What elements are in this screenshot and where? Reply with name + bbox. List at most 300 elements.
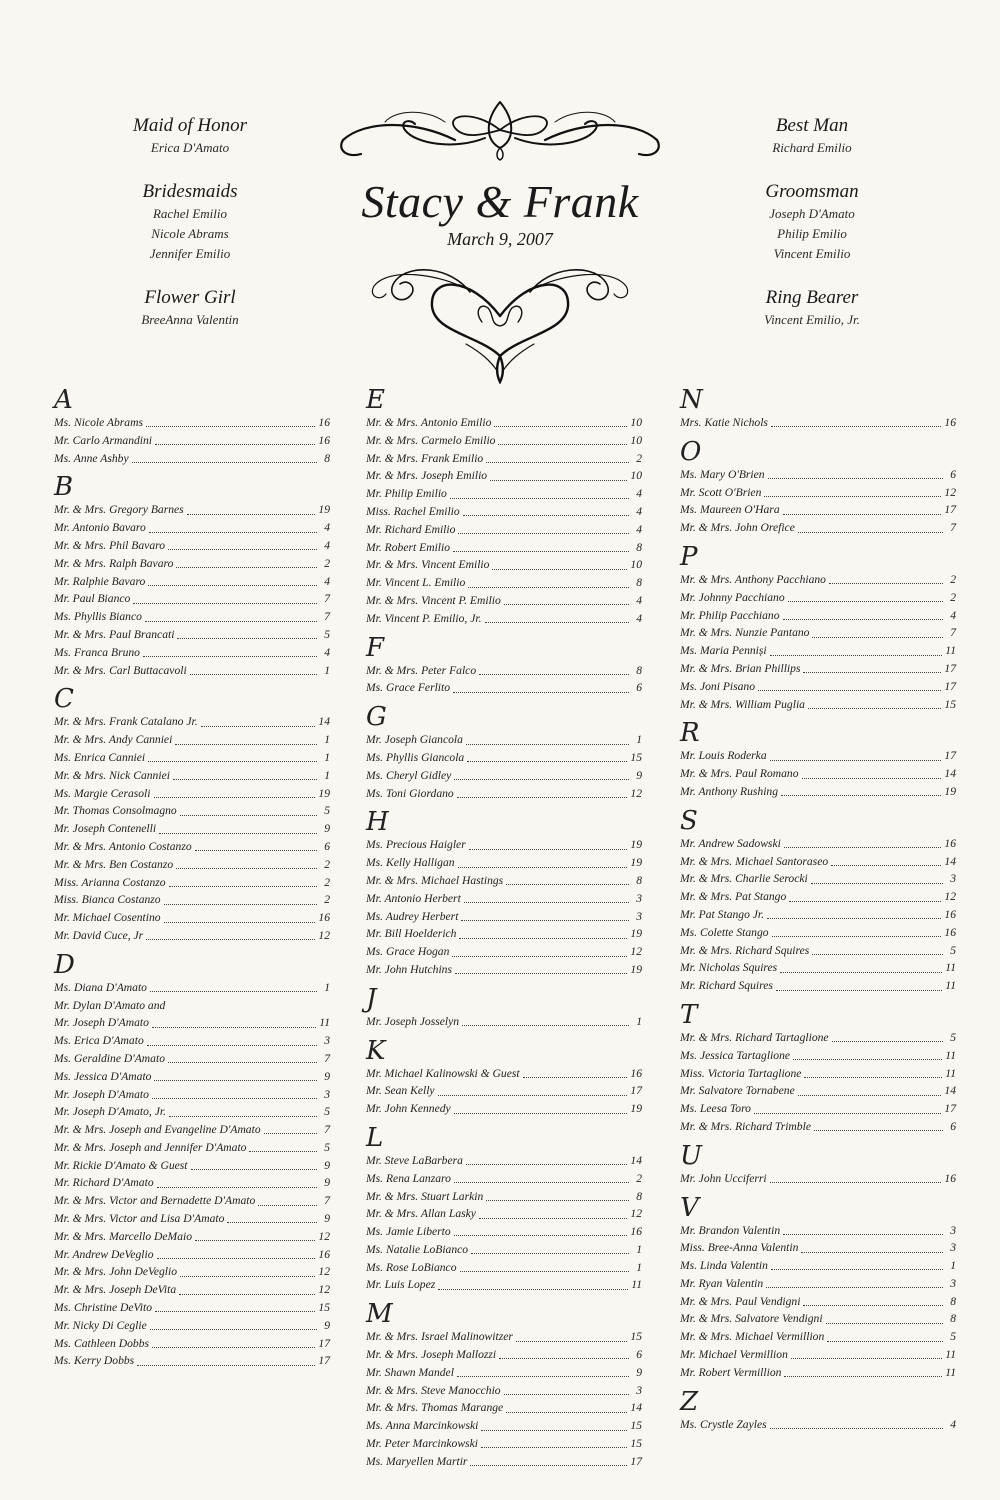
section-letter: F	[366, 632, 385, 663]
table-number: 1	[324, 768, 330, 782]
table-number: 1	[324, 733, 330, 747]
guest-row	[366, 1276, 642, 1294]
guest-name: Mr. Johnny Pacchiano	[680, 590, 785, 604]
letter-section	[54, 951, 330, 1371]
dot-leader	[454, 1182, 629, 1183]
dot-leader	[458, 867, 628, 868]
table-number: 9	[324, 822, 330, 836]
dot-leader	[798, 1095, 942, 1096]
letter-section	[366, 808, 642, 978]
guest-row	[54, 1014, 330, 1032]
table-number: 10	[630, 433, 642, 447]
guest-row	[54, 662, 330, 680]
guest-name: Mr. & Mrs. Carmelo Emilio	[366, 433, 496, 447]
guest-name: Mr. & Mrs. Paul Brancati	[54, 627, 175, 641]
guest-name: Mr. Philip Emilio	[366, 487, 447, 501]
guest-name: Mr. Salvatore Tornabene	[680, 1084, 795, 1098]
table-number: 9	[324, 1176, 330, 1190]
section-letter: N	[680, 385, 703, 415]
table-number: 16	[318, 1247, 330, 1261]
dot-leader	[455, 973, 627, 974]
table-number: 16	[630, 1225, 642, 1239]
guest-name: Mr. & Mrs. Richard Squires	[680, 943, 810, 957]
guest-row	[366, 908, 642, 926]
dot-leader	[770, 655, 943, 656]
guest-row	[366, 943, 642, 961]
guest-row	[54, 1263, 330, 1281]
table-number: 8	[636, 1189, 642, 1203]
guest-name: Mr. & Mrs. Anthony Pacchiano	[680, 572, 826, 586]
guest-row	[366, 467, 642, 485]
section-letter: B	[54, 472, 74, 503]
table-number: 14	[630, 1153, 642, 1167]
section-letter: K	[366, 1035, 386, 1066]
guest-name: Mr. Nicholas Squires	[680, 961, 778, 975]
dot-leader	[490, 480, 627, 481]
guest-row	[54, 1032, 330, 1050]
table-number: 19	[630, 927, 642, 941]
flourish-top-icon	[335, 100, 665, 164]
letter-section	[680, 1194, 956, 1382]
guest-row	[54, 856, 330, 874]
dot-leader	[450, 498, 629, 499]
table-number: 15	[630, 1437, 642, 1451]
guest-row	[366, 854, 642, 872]
guest-name: Mr. & Mrs. Pat Stango	[680, 890, 787, 904]
letter-section	[680, 1142, 956, 1188]
dot-leader	[798, 532, 943, 533]
table-number: 5	[324, 804, 330, 818]
table-number: 2	[324, 893, 330, 907]
dot-leader	[145, 621, 317, 622]
letter-section	[680, 438, 956, 537]
table-number: 2	[950, 572, 956, 586]
dot-leader	[789, 901, 941, 902]
guest-row	[680, 977, 956, 995]
guest-name: Ms. Maryellen Martir	[366, 1454, 468, 1468]
table-number: 12	[944, 890, 956, 904]
table-number: 5	[950, 943, 956, 957]
dot-leader	[783, 619, 944, 620]
guest-row	[680, 1082, 956, 1100]
table-number: 14	[944, 767, 956, 781]
guest-name: Mr. & Mrs. Carl Buttacavoli	[54, 663, 187, 677]
dot-leader	[132, 462, 317, 463]
guest-name: Mr. Philip Pacchiano	[680, 608, 780, 622]
table-number: 12	[318, 928, 330, 942]
dot-leader	[499, 1358, 629, 1359]
guest-row	[366, 1364, 642, 1382]
dot-leader	[469, 849, 628, 850]
guest-name: Mr. & Mrs. Charlie Serocki	[680, 872, 808, 886]
table-number: 4	[324, 538, 330, 552]
guest-row	[54, 979, 330, 997]
couple-names: Stacy & Frank	[361, 176, 639, 227]
letter-section	[680, 386, 956, 432]
dot-leader	[157, 1258, 316, 1259]
guest-row	[366, 1259, 642, 1277]
guest-name: Mr. Joseph D'Amato	[54, 1016, 149, 1030]
guest-row	[54, 432, 330, 450]
guest-row	[680, 624, 956, 642]
guest-row	[680, 1364, 956, 1382]
guest-row	[54, 767, 330, 785]
guest-row	[366, 925, 642, 943]
dot-leader	[770, 1428, 943, 1429]
guest-row	[680, 484, 956, 502]
dot-leader	[772, 936, 942, 937]
dot-leader	[803, 1305, 943, 1306]
guest-row	[680, 660, 956, 678]
section-letter: P	[680, 541, 698, 572]
table-number: 3	[950, 1223, 956, 1237]
guest-name: Mr. & Mrs. Michael Santoraseo	[680, 854, 829, 868]
guest-name: Miss. Arianna Costanzo	[54, 875, 166, 889]
dot-leader	[168, 1062, 317, 1063]
dot-leader	[148, 585, 317, 586]
guest-name: Mr. & Mrs. Marcello DeMaio	[54, 1229, 193, 1243]
guest-row	[366, 1205, 642, 1223]
table-number: 7	[324, 1051, 330, 1065]
table-number: 11	[945, 1048, 956, 1062]
guest-row	[366, 450, 642, 468]
party-member-name: Vincent Emilio, Jr.	[764, 312, 860, 327]
guest-row	[680, 888, 956, 906]
guest-name: Mr. & Mrs. Joseph Mallozzi	[366, 1348, 497, 1362]
table-number: 16	[318, 416, 330, 429]
table-number: 14	[944, 854, 956, 868]
section-letter: E	[366, 385, 385, 415]
guest-row	[680, 466, 956, 484]
guest-name: Ms. Nicole Abrams	[54, 416, 143, 429]
guest-row	[680, 642, 956, 660]
guest-row	[54, 519, 330, 537]
dot-leader	[190, 674, 317, 675]
party-role-group	[702, 286, 922, 330]
letter-section	[680, 719, 956, 800]
guest-name: Ms. Jessica D'Amato	[54, 1069, 152, 1083]
dot-leader	[783, 514, 942, 515]
party-member-name: Richard Emilio	[772, 140, 852, 155]
dot-leader	[481, 1447, 627, 1448]
guest-row	[680, 414, 956, 432]
guest-name: Mr. & Mrs. Joseph Emilio	[366, 469, 488, 483]
guest-name: Mr. Robert Emilio	[366, 540, 451, 554]
table-number: 3	[636, 891, 642, 905]
dot-leader	[506, 884, 629, 885]
guest-row	[54, 1228, 330, 1246]
guest-row	[54, 450, 330, 468]
guest-row	[680, 853, 956, 871]
guest-row	[54, 1246, 330, 1264]
table-number: 6	[950, 467, 956, 481]
table-number: 15	[630, 1419, 642, 1433]
guest-name: Mr. & Mrs. Antonio Emilio	[366, 416, 492, 429]
guest-row	[680, 747, 956, 765]
table-number: 7	[324, 1194, 330, 1208]
dot-leader	[148, 761, 317, 762]
guest-row	[54, 874, 330, 892]
guest-name: Mr. Robert Vermillion	[680, 1365, 782, 1379]
guest-name: Ms. Maria Penniși	[680, 644, 767, 658]
section-letter: V	[680, 1192, 699, 1223]
dot-leader	[801, 1252, 943, 1253]
table-number: 12	[318, 1265, 330, 1279]
guest-name: Mr. & Mrs. Joseph DeVita	[54, 1283, 177, 1297]
dot-leader	[831, 865, 941, 866]
guest-name: Ms. Colette Stango	[680, 925, 769, 939]
guest-row	[54, 997, 330, 1015]
dot-leader	[771, 1269, 943, 1270]
guest-row	[54, 891, 330, 909]
guest-name: Ms. Grace Hogan	[366, 945, 450, 959]
guest-row	[680, 519, 956, 537]
role-title: Flower Girl	[144, 287, 236, 308]
guest-row	[366, 503, 642, 521]
guest-row	[680, 835, 956, 853]
guest-name: Mr. & Mrs. Andy Canniei	[54, 733, 173, 747]
guest-name: Ms. Phyllis Giancola	[366, 750, 465, 764]
table-number: 17	[944, 749, 956, 763]
guest-name: Mr. & Mrs. Richard Tartaglione	[680, 1030, 829, 1044]
table-number: 5	[324, 627, 330, 641]
guest-name: Mr. Sean Kelly	[366, 1084, 435, 1098]
guest-name: Ms. Crystle Zayles	[680, 1417, 767, 1431]
party-role-group	[80, 114, 300, 158]
guest-name: Mr. Michael Cosentino	[54, 911, 161, 925]
table-number: 12	[630, 1207, 642, 1221]
guest-row	[680, 959, 956, 977]
table-number: 14	[944, 1084, 956, 1098]
guest-name: Ms. Cheryl Gidley	[366, 768, 452, 782]
party-member-name: Joseph D'Amato	[769, 206, 855, 221]
guest-name: Mr. & Mrs. Israel Malinowitzer	[366, 1330, 513, 1344]
dot-leader	[506, 1412, 627, 1413]
section-letter: L	[366, 1122, 384, 1153]
table-number: 17	[944, 503, 956, 517]
guest-row	[366, 1152, 642, 1170]
party-role-group	[80, 180, 300, 264]
letter-section	[366, 1037, 642, 1118]
seating-column-3	[680, 386, 956, 1439]
guest-row	[366, 1170, 642, 1188]
guest-row	[680, 589, 956, 607]
table-number: 19	[318, 503, 330, 517]
guest-name: Mr. Pat Stango Jr.	[680, 907, 765, 921]
dot-leader	[258, 1205, 317, 1206]
table-number: 3	[324, 1087, 330, 1101]
table-number: 1	[636, 1242, 642, 1256]
section-letter: G	[366, 702, 387, 733]
table-number: 16	[318, 911, 330, 925]
dot-leader	[464, 902, 629, 903]
letter-section	[366, 1300, 642, 1470]
table-number: 16	[944, 907, 956, 921]
dot-leader	[804, 1077, 942, 1078]
guest-row	[366, 1082, 642, 1100]
guest-name: Mr. & Mrs. Nick Canniei	[54, 768, 170, 782]
table-number: 2	[324, 875, 330, 889]
guest-row	[54, 1192, 330, 1210]
letter-section	[366, 703, 642, 802]
guest-name: Ms. Cathleen Dobbs	[54, 1336, 149, 1350]
guest-name: Mr. Rickie D'Amato & Guest	[54, 1158, 188, 1172]
guest-row	[54, 927, 330, 945]
table-number: 19	[630, 1102, 642, 1116]
dot-leader	[176, 868, 317, 869]
guest-row	[366, 731, 642, 749]
table-number: 16	[944, 836, 956, 850]
dot-leader	[143, 656, 317, 657]
dot-leader	[479, 1218, 627, 1219]
guest-name: Mr. Luis Lopez	[366, 1278, 436, 1292]
section-letter: A	[54, 385, 73, 415]
guest-row	[366, 1100, 642, 1118]
dot-leader	[504, 1394, 629, 1395]
guest-row	[680, 1328, 956, 1346]
guest-row	[366, 610, 642, 628]
guest-row	[680, 765, 956, 783]
dot-leader	[150, 991, 317, 992]
guest-row	[680, 783, 956, 801]
guest-name: Mr. Michael Vermillion	[680, 1348, 788, 1362]
guest-name: Mr. Joseph Josselyn	[366, 1014, 460, 1028]
dot-leader	[827, 1341, 943, 1342]
table-number: 19	[630, 856, 642, 870]
dot-leader	[764, 496, 941, 497]
guest-row	[366, 1382, 642, 1400]
dot-leader	[767, 918, 941, 919]
dot-leader	[758, 690, 941, 691]
guest-row	[680, 1047, 956, 1065]
dot-leader	[454, 779, 629, 780]
dot-leader	[169, 886, 317, 887]
guest-name: Ms. Christine DeVito	[54, 1301, 153, 1315]
table-number: 8	[636, 663, 642, 677]
table-number: 4	[636, 504, 642, 518]
dot-leader	[154, 797, 316, 798]
guest-name: Mr. Shawn Mandel	[366, 1365, 454, 1379]
guest-name: Miss. Bree-Anna Valentin	[680, 1241, 799, 1255]
guest-name: Mr. & Mrs. Phil Bavaro	[54, 538, 165, 552]
dot-leader	[459, 938, 627, 939]
guest-row	[680, 1275, 956, 1293]
table-number: 17	[944, 661, 956, 675]
guest-row	[366, 1223, 642, 1241]
guest-name: Mr. Thomas Consolmagno	[54, 804, 177, 818]
guest-name: Mr. Ryan Valentin	[680, 1276, 764, 1290]
dot-leader	[812, 637, 943, 638]
wedding-date: March 9, 2007	[447, 229, 553, 249]
dot-leader	[195, 1240, 315, 1241]
party-member-name: BreeAnna Valentin	[141, 312, 239, 327]
table-number: 8	[636, 576, 642, 590]
guest-name: Ms. Kelly Halligan	[366, 856, 455, 870]
dot-leader	[264, 1133, 317, 1134]
dot-leader	[463, 515, 629, 516]
dot-leader	[466, 1164, 627, 1165]
guest-name: Ms. Mary O'Brien	[680, 467, 765, 481]
table-number: 3	[950, 1241, 956, 1255]
guest-name: Ms. Maureen O'Hara	[680, 503, 780, 517]
guest-name: Miss. Bianca Costanzo	[54, 893, 161, 907]
guest-name: Mr. Vincent P. Emilio, Jr.	[366, 611, 482, 625]
groom-party	[702, 114, 922, 352]
guest-name: Mr. & Mrs. Steve Manocchio	[366, 1383, 501, 1397]
bride-party	[80, 114, 300, 352]
table-number: 2	[324, 857, 330, 871]
guest-name: Ms. Enrica Canniei	[54, 750, 146, 764]
guest-row	[366, 961, 642, 979]
guest-row	[54, 838, 330, 856]
guest-name: Mr. & Mrs. Victor and Lisa D'Amato	[54, 1212, 225, 1226]
guest-row	[366, 1188, 642, 1206]
guest-name: Mr. & Mrs. Allan Lasky	[366, 1207, 476, 1221]
table-number: 9	[324, 1158, 330, 1172]
dot-leader	[152, 1027, 316, 1028]
table-number: 1	[324, 663, 330, 677]
guest-name: Ms. Jessica Tartaglione	[680, 1048, 791, 1062]
dot-leader	[438, 1289, 628, 1290]
guest-name: Mr. Anthony Rushing	[680, 784, 779, 798]
dot-leader	[155, 1311, 315, 1312]
dot-leader	[479, 674, 629, 675]
dot-leader	[458, 533, 629, 534]
guest-row	[366, 679, 642, 697]
dot-leader	[461, 920, 629, 921]
dot-leader	[187, 514, 316, 515]
dot-leader	[462, 1025, 629, 1026]
table-number: 5	[324, 1105, 330, 1119]
table-number: 19	[944, 784, 956, 798]
guest-name: Mr. Scott O'Brien	[680, 485, 762, 499]
guest-row	[680, 906, 956, 924]
guest-name: Mr. Joseph Giancola	[366, 733, 463, 747]
guest-row	[54, 1139, 330, 1157]
guest-name: Mrs. Katie Nichols	[680, 416, 768, 429]
guest-name: Ms. Anne Ashby	[54, 451, 129, 465]
guest-name: Mr. Andrew Sadowski	[680, 836, 781, 850]
guest-row	[366, 556, 642, 574]
dot-leader	[146, 939, 315, 940]
table-number: 12	[318, 1283, 330, 1297]
table-number: 4	[324, 574, 330, 588]
guest-name: Ms. Rose LoBianco	[366, 1260, 457, 1274]
dot-leader	[452, 956, 627, 957]
dot-leader	[227, 1222, 317, 1223]
dot-leader	[454, 1235, 628, 1236]
dot-leader	[811, 883, 943, 884]
table-number: 9	[324, 1318, 330, 1332]
table-number: 3	[324, 1034, 330, 1048]
guest-row	[54, 1103, 330, 1121]
dot-leader	[164, 904, 317, 905]
dot-leader	[783, 1234, 943, 1235]
guest-name: Mr. & Mrs. Peter Falco	[366, 663, 477, 677]
table-number: 1	[636, 1260, 642, 1274]
dot-leader	[791, 1358, 942, 1359]
dot-leader	[154, 1080, 317, 1081]
guest-row	[680, 1029, 956, 1047]
dot-leader	[155, 444, 315, 445]
guest-name: Mr. David Cuce, Jr	[54, 928, 144, 942]
guest-name: Mr. & Mrs. John Orefice	[680, 521, 795, 535]
dot-leader	[770, 1182, 942, 1183]
guest-row	[54, 1086, 330, 1104]
guest-name: Mr. Joseph D'Amato	[54, 1087, 149, 1101]
table-number: 9	[324, 1069, 330, 1083]
dot-leader	[498, 444, 627, 445]
